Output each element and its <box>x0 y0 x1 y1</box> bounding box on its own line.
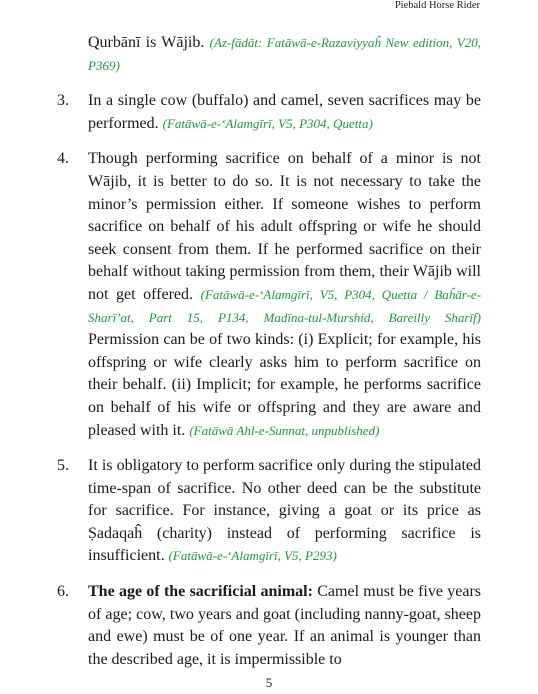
item-body <box>88 581 481 671</box>
item-body <box>88 90 481 135</box>
item-text: Though performing sacrifice on behalf of a minor is not Wājib, it is better to do so. It is not necessary to take the minor’s permission either. If someone wishes to perform sacrifice on behalf of his adult offspring or wife he should seek consent from them. If he performed sacrifice on their behalf without taking permission from them, their Wājib will not get offered. <box>88 150 481 303</box>
page-content <box>57 32 481 684</box>
item-text: In a single cow (buffalo) and camel, seven sacrifices may be performed. <box>88 92 481 132</box>
item-body <box>88 455 481 568</box>
item-text: It is obligatory to perform sacrifice only during the stipulated time-span of sacrifice. No other deed can be the substitute for sacrifice. For instance, giving a goat or its price as Ṣadaqaĥ (charity) instead of performing sacrifice is insufficient. <box>88 457 481 565</box>
list-item <box>57 148 481 442</box>
item-number: 5. <box>57 457 69 475</box>
item-reference: (Fatāwā-e-‘Alamgīrī, V5, P293) <box>168 548 337 564</box>
item-text-continued: Permission can be of two kinds: (i) Explicit; for example, his offspring or wife clearly asks him to perform sacrifice on their behalf. (ii) Implicit; for example, he performs sacrifice on behalf of his wife or offspring and they are aware and pleased with it. <box>88 331 481 439</box>
item-text: Camel must be five years of age; cow, two years and goat (including nanny-goat, sheep and ewe) must be of one year. If an animal is younger than the described age, it is impermissible to <box>88 583 482 668</box>
item-reference: (Fatāwā-e-‘Alamgīrī, V5, P304, Quetta / Baĥār-e-Sharī’at, Part 15, P134, Madīna-tul-Murshid, Bareilly Sharīf) <box>88 286 482 325</box>
item-heading: The age of the sacrificial animal: <box>88 583 313 601</box>
item-reference-continued: (Fatāwā Ahl-e-Sunnat, unpublished) <box>189 422 380 438</box>
page-number: 5 <box>265 675 273 690</box>
item-reference: (Az-fādāt: Fatāwā-e-Razaviyyaĥ New edition, V20, P369) <box>88 35 481 73</box>
item-number: 4. <box>57 150 69 168</box>
item-body <box>88 148 481 442</box>
list-item <box>57 581 481 671</box>
list-item <box>57 455 481 568</box>
list-item <box>57 90 481 135</box>
item-number: 6. <box>57 583 69 601</box>
item-body <box>88 32 481 77</box>
item-reference: (Fatāwā-e-‘Alamgīrī, V5, P304, Quetta) <box>162 115 373 131</box>
running-header: Piebald Horse Rider <box>394 0 480 11</box>
item-number: 3. <box>57 92 69 110</box>
item-text: Qurbānī is Wājib. <box>88 34 205 51</box>
list-item <box>57 32 481 77</box>
